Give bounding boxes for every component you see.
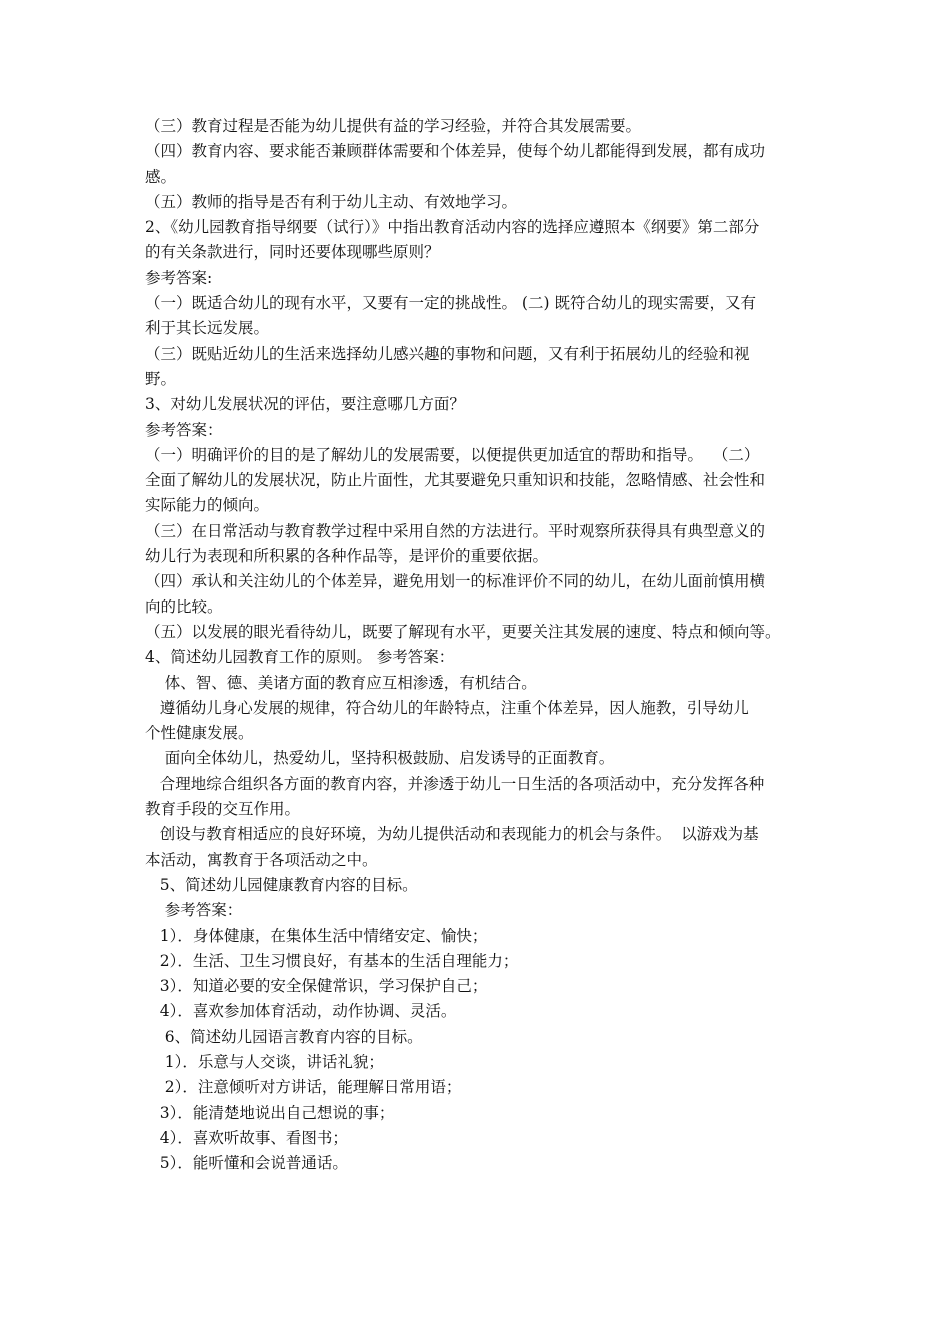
text-line: 利于其长远发展。 xyxy=(145,319,270,338)
text-line: 个性健康发展。 xyxy=(145,724,254,743)
question-heading: 2、《幼儿园教育指导纲要（试行）》中指出教育活动内容的选择应遵照本《纲要》第二部分 xyxy=(145,218,760,237)
list-item: 5）．能听懂和会说普通话。 xyxy=(145,1154,348,1173)
text-line: 的有关条款进行，同时还要体现哪些原则？ xyxy=(145,243,440,262)
list-item: 2）．生活、卫生习惯良好，有基本的生活自理能力； xyxy=(145,951,519,970)
text-line: （五）以发展的眼光看待幼儿，既要了解现有水平，更要关注其发展的速度、特点和倾向等。 xyxy=(145,622,781,641)
list-item: 1）．身体健康，在集体生活中情绪安定、愉快； xyxy=(145,926,488,945)
text-line: 向的比较。 xyxy=(145,597,223,616)
text-line: （一）明确评价的目的是了解幼儿的发展需要，以便提供更加适宜的帮助和指导。 （二） xyxy=(145,445,760,464)
text-line: 教育手段的交互作用。 xyxy=(145,800,301,819)
answer-label: 参考答案： xyxy=(145,901,243,920)
question-heading: 3、对幼儿发展状况的评估，要注意哪几方面？ xyxy=(145,395,465,414)
answer-label: 参考答案: xyxy=(145,268,213,287)
text-line: （四）教育内容、要求能否兼顾群体需要和个体差异，使每个幼儿都能得到发展，都有成功 xyxy=(145,142,766,161)
text-line: 合理地综合组织各方面的教育内容，并渗透于幼儿一日生活的各项活动中，充分发挥各种 xyxy=(145,774,765,793)
text-line: 本活动，寓教育于各项活动之中。 xyxy=(145,850,378,869)
answer-label: 参考答案： xyxy=(145,420,223,439)
text-line: （五）教师的指导是否有利于幼儿主动、有效地学习。 xyxy=(145,192,518,211)
text-line: （四）承认和关注幼儿的个体差异，避免用划一的标准评价不同的幼儿，在幼儿面前慎用横 xyxy=(145,572,766,591)
question-heading: 6、简述幼儿园语言教育内容的目标。 xyxy=(145,1027,423,1046)
list-item: 3）．知道必要的安全保健常识，学习保护自己； xyxy=(145,977,488,996)
text-line: （三）教育过程是否能为幼儿提供有益的学习经验，并符合其发展需要。 xyxy=(145,117,642,135)
text-line: （一）既适合幼儿的现有水平，又要有一定的挑战性。 (二) 既符合幼儿的现实需要，又有 xyxy=(145,294,756,313)
text-line: （三）既贴近幼儿的生活来选择幼儿感兴趣的事物和问题，又有利于拓展幼儿的经验和视 xyxy=(145,344,750,363)
text-line: 幼儿行为表现和所积累的各种作品等，是评价的重要依据。 xyxy=(145,547,549,566)
text-line: 遵循幼儿身心发展的规律，符合幼儿的年龄特点，注重个体差异，因人施教，引导幼儿 xyxy=(145,698,749,717)
text-line: 面向全体幼儿，热爱幼儿，坚持积极鼓励、启发诱导的正面教育。 xyxy=(145,749,615,768)
text-line: 野。 xyxy=(145,369,177,388)
list-item: 2）．注意倾听对方讲话，能理解日常用语； xyxy=(145,1078,462,1097)
document-page xyxy=(145,114,813,1176)
question-heading: 5、简述幼儿园健康教育内容的目标。 xyxy=(145,875,418,894)
list-item: 3）．能清楚地说出自己想说的事； xyxy=(145,1103,395,1122)
text-line: 创设与教育相适应的良好环境，为幼儿提供活动和表现能力的机会与条件。 以游戏为基 xyxy=(145,825,759,844)
text-line: 感。 xyxy=(145,167,177,186)
list-item: 4）．喜欢参加体育活动，动作协调、灵活。 xyxy=(145,1002,457,1021)
text-line: 实际能力的倾向。 xyxy=(145,496,270,515)
text-line: （三）在日常活动与教育教学过程中采用自然的方法进行。平时观察所获得具有典型意义的 xyxy=(145,521,766,540)
question-heading: 4、简述幼儿园教育工作的原则。 参考答案： xyxy=(145,648,455,667)
text-line: 体、智、德、美诸方面的教育应互相渗透，有机结合。 xyxy=(145,673,537,692)
text-line: 全面了解幼儿的发展状况，防止片面性，尤其要避免只重知识和技能，忽略情感、社会性和 xyxy=(145,471,766,490)
list-item: 4）．喜欢听故事、看图书； xyxy=(145,1128,348,1147)
list-item: 1）．乐意与人交谈，讲话礼貌； xyxy=(145,1052,384,1071)
